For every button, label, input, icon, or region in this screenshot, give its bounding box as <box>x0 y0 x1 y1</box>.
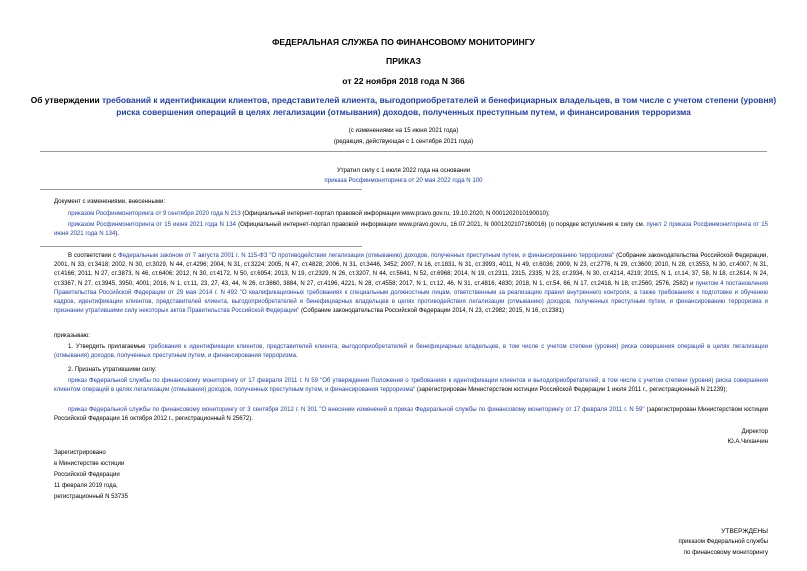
item-1: 1. Утвердить прилагаемые требования к идентификации клиентов, представителей клиента, выгодоприобретателей и бенефициарных владельцев, в том числе с учетом степени (уровня) риска совершения операций в целях легализации (отмывания) доходов, полученных преступным путем, и финансирования терроризма. <box>54 344 768 360</box>
amendment-order-213-link[interactable]: приказом Росфинмониторинга от 9 сентября 2020 года N 213 <box>68 211 241 217</box>
amendment-order-134-link[interactable]: приказом Росфинмониторинга от 15 июня 2021 года N 134 <box>68 222 236 228</box>
registration-line-3: Российской Федерации <box>54 472 120 478</box>
registration-line-1: Зарегистрировано <box>54 450 106 456</box>
lost-force-order-link[interactable]: приказа Росфинмониторинга от 20 мая 2022 года N 100 <box>324 177 483 184</box>
approved-requirements-link[interactable]: требования к идентификации клиентов, представителей клиента, выгодоприобретателей и бенефициарных владельцев, в том числе с учетом степени (уровня) риска совершения операций в целях легализации (отмывания) доходов, полученных преступным путем, и финансирования терроризма <box>54 344 768 360</box>
divider <box>40 246 362 247</box>
government-decree-492-link[interactable]: пунктом 4 постановления Правительства Российской Федерации от 29 мая 2014 г. N 492 "О квалификационных требованиях к специальным должностным лицам, ответственным за реализацию правил внутреннего контроля, а также требованиях к подготовке и обучению кадров, идентификации клиентов, представителей клиента, выгодоприобретателей и бенефициарных владельцев в целях противодействия легализации (отмыванию) доходов, полученных преступным путем, и финансированию терроризма и признании утратившими силу некоторых актов Правительства Российской Федерации" <box>54 280 768 315</box>
divider <box>40 189 362 190</box>
approved-line-2: приказом Федеральной службы <box>678 539 768 545</box>
title-prefix: Об утверждении <box>30 95 102 105</box>
order-301-link[interactable]: приказ Федеральной службы по финансовому мониторингу от 3 сентября 2012 г. N 301 "О внесении изменений в приказ Федеральной службы по финансовому мониторингу от 17 февраля 2011 г. N 59" <box>68 407 645 413</box>
approved-heading: УТВЕРЖДЕНЫ <box>721 528 768 535</box>
edition-changes: (с изменениями на 15 июня 2021 года) <box>348 127 459 134</box>
edition-version: (редакция, действующая с 1 сентября 2021 года) <box>333 138 474 145</box>
agency-name: ФЕДЕРАЛЬНАЯ СЛУЖБА ПО ФИНАНСОВОМУ МОНИТОРИНГУ <box>272 37 535 47</box>
approved-line-3: по финансовому мониторингу <box>683 550 768 556</box>
registration-line-5: регистрационный N 53735 <box>54 494 128 500</box>
signatory-name: Ю.А.Чиханчин <box>727 439 768 445</box>
item-2a: приказ Федеральной службы по финансовому мониторингу от 17 февраля 2011 г. N 59 "Об утверждении Положения о требованиях к идентификации клиентов и выгодоприобретателей, в том числе с учетом степени (уровня) риска совершения клиентом операций в целях легализации (отмывания) доходов, полученных преступным путем, и финансирования терроризма" (зарегистрирован Министерством юстиции Российской Федерации 1 июля 2011 г., регистрационный N 21239); <box>54 378 768 394</box>
order-59-link[interactable]: приказ Федеральной службы по финансовому мониторингу от 17 февраля 2011 г. N 59 "Об утверждении Положения о требованиях к идентификации клиентов и выгодоприобретателей, в том числе с учетом степени (уровня) риска совершения клиентом операций в целях легализации (отмывания) доходов, полученных преступным путем, и финансирования терроризма" <box>54 378 768 394</box>
divider <box>40 151 767 152</box>
order-word: приказываю: <box>54 333 90 339</box>
doc-title <box>30 94 777 118</box>
amendment-item-2: приказом Росфинмониторинга от 15 июня 2021 года N 134 (Официальный интернет-портал правовой информации www.pravo.gov.ru, 16.07.2021, N 0001202107160016) (о порядке вступления в силу см. пункт 2 приказа Росфинмониторинга от 15 июня 2021 года N 134). <box>54 222 768 238</box>
federal-law-115-link[interactable]: Федеральным законом от 7 августа 2001 г. N 115-ФЗ "О противодействии легализации (отмыванию) доходов, полученных преступным путем, и финансированию терроризма" <box>118 253 615 259</box>
title-requirements-link[interactable]: требований к идентификации клиентов, представителей клиента, выгодоприобретателей и бенефициарных владельцев, в том числе с учетом степени (уровня) риска совершения операций в целях легализации (отмывания) доходов, полученных преступным путем, и финансирования терроризма <box>101 95 777 117</box>
item-2: 2. Признать утратившими силу: <box>68 367 157 373</box>
doc-type: ПРИКАЗ <box>386 56 421 66</box>
registration-line-2: в Министерстве юстиции <box>54 461 125 467</box>
registration-line-4: 11 февраля 2019 года, <box>54 483 118 489</box>
amendments-intro: Документ с изменениями, внесенными: <box>54 199 166 205</box>
amendment-item-1: приказом Росфинмониторинга от 9 сентября 2020 года N 213 (Официальный интернет-портал правовой информации www.pravo.gov.ru, 19.10.2020, N 0001202010190010); <box>68 211 550 217</box>
preamble-paragraph: В соответствии с Федеральным законом от 7 августа 2001 г. N 115-ФЗ "О противодействии легализации (отмыванию) доходов, полученных преступным путем, и финансированию терроризма" (Собрание законодательства Российской Федерации, 2001, N 33, ст.3418; 2002, N 30, ст.3029, N 44, ст.4296; 2004, N 31, ст.3224; 2005, N 47, ст.4828; 2006, N 31, ст.3446, 3452; 2007, N 16, ст.1831, N 31, ст.3993, 4011, N 49, ст.6036; 2009, N 23, ст.2776, N 29, ст.3600; 2010, N 28, ст.3553, N 30, ст.4007, N 31, ст.4166; 2011, N 27, ст.3873, N 46, ст.6406; 2012, N 30, ст.4172, N 50, ст.6954; 2013, N 19, ст.2329, N 26, ст.3207, N 44, ст.5641, N 52, ст.6968; 2014, N 19, ст.2311, 2315, 2335, N 23, ст.2934, N 30, ст.4214, 4219; 2015, N 1, ст.14, 37, 58, N 18, ст.2614, N 24, ст.3367, N 27, ст.3945, 3950, 4001; 2016, N 1, ст.11, 23, 27, 43, 44, N 26, ст.3860, 3884, N 27, ст.4196, 4221, N 28, ст.4558; 2017, N 1, ст.12, 46, N 31, ст.4816, 4830; 2018, N 1, ст.54, 66, N 17, ст.2418, N 18, ст.2560, 2576, 2582) и пунктом 4 постановления Правительства Российской Федерации от 29 мая 2014 г. N 492 "О квалификационных требованиях к специальным должностным лицам, ответственным за реализацию правил внутреннего контроля, а также требованиях к подготовке и обучению кадров, идентификации клиентов, представителей клиента, выгодоприобретателей и бенефициарных владельцев в целях противодействия легализации (отмыванию) доходов, полученных преступным путем, и финансированию терроризма и признании утратившими силу некоторых актов Правительства Российской Федерации" (Собрание законодательства Российской Федерации 2014, N 23, ст.2982; 2015, N 16, ст.2381) <box>54 253 769 315</box>
amendment-order-134-point2-link[interactable]: пункт 2 приказа Росфинмониторинга от 15 июня 2021 года N 134 <box>54 222 768 238</box>
item-2b: приказ Федеральной службы по финансовому мониторингу от 3 сентября 2012 г. N 301 "О внесении изменений в приказ Федеральной службы по финансовому мониторингу от 17 февраля 2011 г. N 59" (зарегистрирован Министерством юстиции Российской Федерации 16 октября 2012 г., регистрационный N 25672). <box>54 407 768 423</box>
signatory-position: Директор <box>741 429 768 435</box>
lost-force-line1: Утратил силу с 1 июля 2022 года на основании <box>336 167 471 174</box>
doc-date: от 22 ноября 2018 года N 366 <box>342 76 465 86</box>
